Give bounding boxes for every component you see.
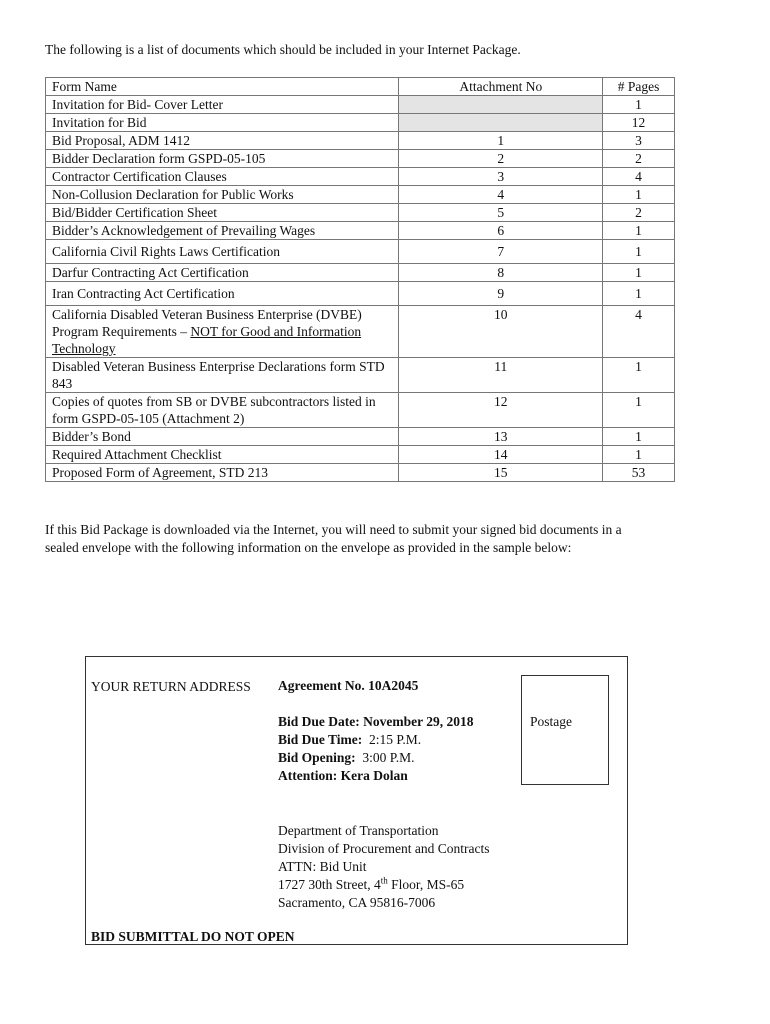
row-form-name: Contractor Certification Clauses: [46, 168, 399, 186]
bid-submittal-notice: BID SUBMITTAL DO NOT OPEN: [91, 929, 295, 944]
mailing-address: [278, 822, 489, 912]
row-attachment-no: 13: [399, 428, 603, 446]
instructions-paragraph: If this Bid Package is downloaded via the Internet, you will need to submit your signed bid documents in a sealed envelope with the following information on the envelope as provided in the sample below:: [45, 522, 622, 555]
row-form-name-part: California Disabled Veteran Business Enterprise (DVBE) Program Requirements –: [52, 307, 362, 339]
row-attachment-no: 6: [399, 222, 603, 240]
row-pages: 1: [603, 240, 675, 264]
attention: Attention: Kera Dolan: [278, 768, 408, 783]
row-pages: 4: [603, 168, 675, 186]
row-pages: 1: [603, 222, 675, 240]
address-line: Department of Transportation: [278, 823, 439, 838]
row-attachment-no: 9: [399, 282, 603, 306]
table-row: [46, 282, 675, 306]
table-header-row: [46, 78, 675, 96]
row-form-name: Bidder’s Acknowledgement of Prevailing Wages: [46, 222, 399, 240]
row-pages: 1: [603, 428, 675, 446]
row-pages: 1: [603, 358, 675, 393]
row-attachment-no: 1: [399, 132, 603, 150]
table-row: [46, 132, 675, 150]
table-row: [46, 393, 675, 428]
postage-box: [521, 675, 609, 785]
postage-label: Postage: [530, 714, 572, 729]
bid-opening: Bid Opening: 3:00 P.M.: [278, 750, 415, 765]
row-pages: 3: [603, 132, 675, 150]
row-attachment-no: 10: [399, 306, 603, 358]
row-form-name: Bidder’s Bond: [46, 428, 399, 446]
address-line: Sacramento, CA 95816-7006: [278, 895, 436, 910]
row-pages: 2: [603, 150, 675, 168]
intro-text: The following is a list of documents which should be included in your Internet Package.: [45, 42, 521, 57]
address-line: 1727 30th Street, 4th Floor, MS-65: [278, 875, 465, 892]
row-form-name: [46, 306, 399, 358]
row-form-name: Invitation for Bid- Cover Letter: [46, 96, 399, 114]
row-form-name: Bid/Bidder Certification Sheet: [46, 204, 399, 222]
row-form-name-underlined: NOT for Good and Information Technology: [52, 324, 362, 356]
row-pages: 1: [603, 96, 675, 114]
row-form-name: Iran Contracting Act Certification: [46, 282, 399, 306]
sample-envelope: [85, 656, 628, 945]
address-line: Division of Procurement and Contracts: [278, 841, 490, 856]
row-form-name: Bid Proposal, ADM 1412: [46, 132, 399, 150]
table-row: [46, 446, 675, 464]
row-attachment-no: [399, 114, 603, 132]
bid-due-date: Bid Due Date: November 29, 2018: [278, 714, 474, 729]
table-row: [46, 186, 675, 204]
row-form-name: Darfur Contracting Act Certification: [46, 264, 399, 282]
row-attachment-no: 3: [399, 168, 603, 186]
return-address: YOUR RETURN ADDRESS: [91, 679, 251, 694]
row-pages: 53: [603, 464, 675, 482]
table-row: [46, 96, 675, 114]
row-attachment-no: 11: [399, 358, 603, 393]
row-pages: 4: [603, 306, 675, 358]
row-form-name: Proposed Form of Agreement, STD 213: [46, 464, 399, 482]
row-form-name: Non-Collusion Declaration for Public Works: [46, 186, 399, 204]
row-pages: 1: [603, 264, 675, 282]
row-pages: 1: [603, 186, 675, 204]
row-attachment-no: 2: [399, 150, 603, 168]
table-row: [46, 358, 675, 393]
row-attachment-no: 8: [399, 264, 603, 282]
row-form-name: Disabled Veteran Business Enterprise Declarations form STD 843: [46, 358, 399, 393]
table-row: [46, 240, 675, 264]
table-row: [46, 306, 675, 358]
row-pages: 1: [603, 446, 675, 464]
agreement-number: Agreement No. 10A2045: [278, 678, 419, 693]
table-row: [46, 114, 675, 132]
table-row: [46, 150, 675, 168]
header-pages: # Pages: [603, 78, 675, 96]
table-row: [46, 204, 675, 222]
row-attachment-no: [399, 96, 603, 114]
row-pages: 12: [603, 114, 675, 132]
row-form-name: Required Attachment Checklist: [46, 446, 399, 464]
row-attachment-no: 7: [399, 240, 603, 264]
address-line: ATTN: Bid Unit: [278, 859, 367, 874]
bid-due-time: Bid Due Time: 2:15 P.M.: [278, 732, 422, 747]
row-form-name: Invitation for Bid: [46, 114, 399, 132]
row-attachment-no: 14: [399, 446, 603, 464]
header-form-name: Form Name: [46, 78, 399, 96]
row-form-name: Copies of quotes from SB or DVBE subcontractors listed in form GSPD-05-105 (Attachment 2): [46, 393, 399, 428]
row-pages: 2: [603, 204, 675, 222]
bid-info: [278, 713, 473, 785]
table-row: [46, 264, 675, 282]
row-attachment-no: 15: [399, 464, 603, 482]
row-attachment-no: 12: [399, 393, 603, 428]
row-form-name: Bidder Declaration form GSPD-05-105: [46, 150, 399, 168]
row-attachment-no: 5: [399, 204, 603, 222]
row-form-name: California Civil Rights Laws Certification: [46, 240, 399, 264]
row-pages: 1: [603, 282, 675, 306]
table-row: [46, 222, 675, 240]
table-row: [46, 428, 675, 446]
table-row: [46, 168, 675, 186]
row-attachment-no: 4: [399, 186, 603, 204]
header-attachment-no: Attachment No: [399, 78, 603, 96]
table-row: [46, 464, 675, 482]
documents-table: [45, 77, 675, 482]
row-pages: 1: [603, 393, 675, 428]
